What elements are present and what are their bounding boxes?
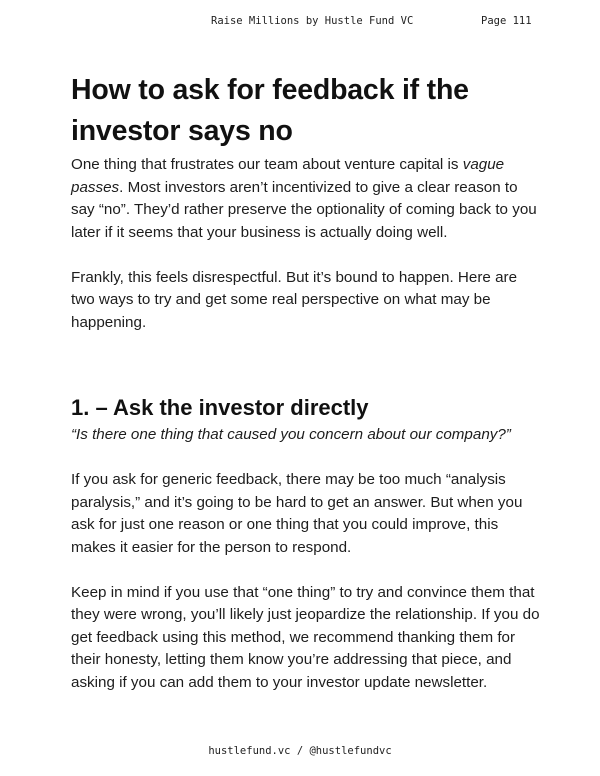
book-title: Raise Millions by Hustle Fund VC: [211, 15, 414, 27]
section-quote: “Is there one thing that caused you concern about our company?”: [71, 426, 511, 443]
section-paragraph-2: Keep in mind if you use that “one thing” to try and convince them that they were wrong, you’ll likely just jeopardize the relationship. If you do get feedback using this method, we recommend thanking them for their honesty, letting them know you’re addressing that piece, and asking if you can add them to your investor update newsletter.: [71, 583, 540, 691]
second-paragraph: Frankly, this feels disrespectful. But it’s bound to happen. Here are two ways to try and get some real perspective on what may be happening.: [71, 268, 518, 331]
intro-paragraph: [71, 154, 541, 244]
section-heading: 1. – Ask the investor directly: [71, 395, 369, 420]
page-content: [71, 70, 541, 694]
section-paragraph-1: If you ask for generic feedback, there may be too much “analysis paralysis,” and it’s going to be hard to get an answer. But when you ask for just one reason or one thing that you could improve, this makes it easier for the person to respond.: [71, 471, 523, 556]
page-number: Page 111: [481, 15, 532, 27]
paragraph-spacer: [71, 244, 541, 267]
paragraph-spacer: [71, 447, 541, 470]
intro-text-end: . Most investors aren’t incentivized to give a clear reason to say “no”. They’d rather preserve the optionality of coming back to you later if it seems that your business is actually doing well.: [71, 178, 537, 241]
intro-text-start: One thing that frustrates our team about venture capital is: [71, 156, 463, 173]
intro-emphasis: vague passes: [71, 156, 505, 196]
page-footer: hustlefund.vc / @hustlefundvc: [208, 745, 392, 757]
page-header: [0, 15, 600, 35]
paragraph-spacer: [71, 559, 541, 582]
article-title: How to ask for feedback if the investor says no: [71, 74, 469, 147]
